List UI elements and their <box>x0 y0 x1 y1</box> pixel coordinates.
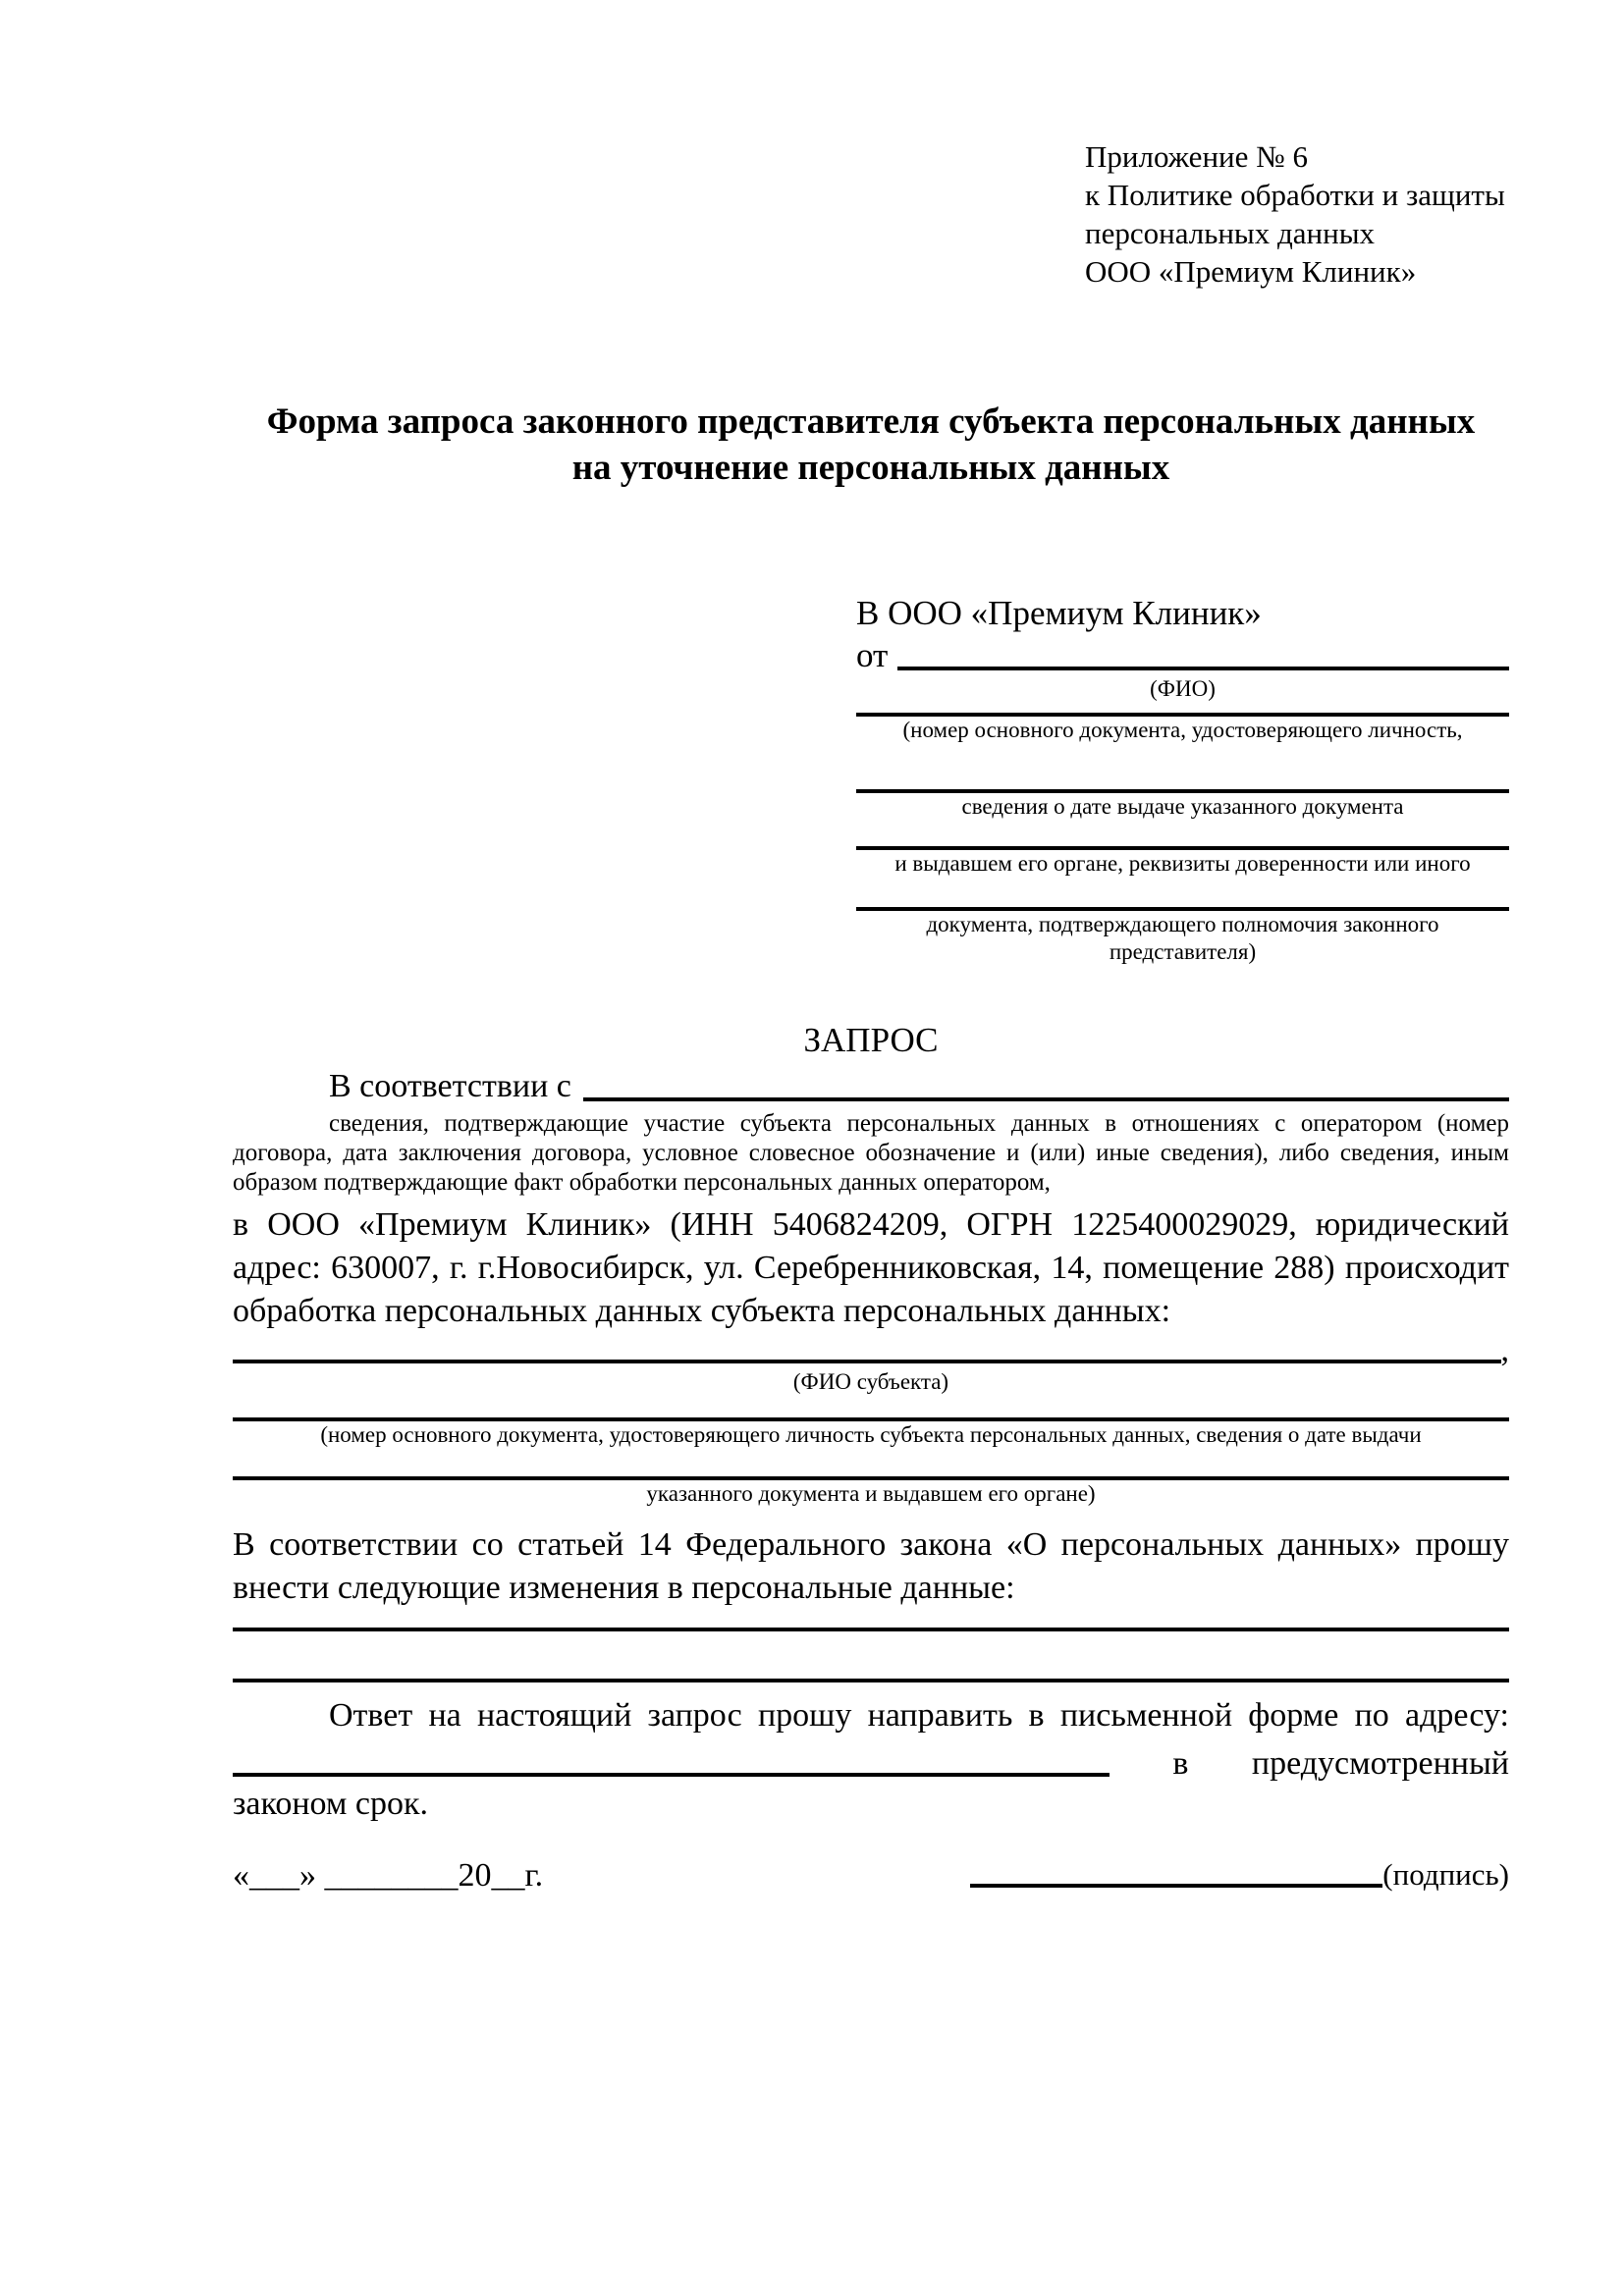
subject-doc-caption-1: (номер основного документа, удостоверяющего личность субъекта персональных данных, сведения о дате выдачи <box>320 1422 1422 1447</box>
form-title-line-1: Форма запроса законного представителя субъекта персональных данных <box>266 401 1476 442</box>
form-title <box>233 399 1509 491</box>
accordance-input-line[interactable] <box>583 1097 1509 1101</box>
doc-input-line-4[interactable] <box>856 878 1509 911</box>
doc-caption-3: и выдавшем его органе, реквизиты доверенности или иного <box>894 851 1471 876</box>
subject-fio-input-line[interactable] <box>233 1358 1501 1363</box>
recipient-to: В ООО «Премиум Клиник» <box>856 594 1262 632</box>
accordance-note: сведения, подтверждающие участие субъекта персональных данных в отношениях с оператором (номер договора, дата заключения договора, условное словесное обозначение и (или) иные сведения), либо сведения, иным образом подтверждающие факт обработки персональных данных оператором, <box>233 1110 1509 1196</box>
address-input-line[interactable] <box>233 1773 1110 1777</box>
doc-caption-4: документа, подтверждающего полномочия законного представителя) <box>926 912 1439 964</box>
operator-paragraph: в ООО «Премиум Клиник» (ИНН 5406824209, ОГРН 1225400029029, юридический адрес: 630007, г. г.Новосибирск, ул. Серебренниковская, 14, помещение 288) происходит обработка персональных данных субъекта персональных данных: <box>233 1206 1509 1329</box>
signature-group <box>970 1855 1509 1895</box>
doc-caption-2: сведения о дате выдаче указанного документа <box>961 794 1404 819</box>
doc-input-line-1[interactable] <box>856 703 1509 717</box>
changes-input-line-2[interactable] <box>233 1631 1509 1682</box>
law-paragraph: В соответствии со статьей 14 Федерального закона «О персональных данных» прошу внести следующие изменения в персональные данные: <box>233 1526 1509 1606</box>
doc-input-line-3[interactable] <box>856 821 1509 850</box>
subject-fio-caption: (ФИО субъекта) <box>792 1369 949 1394</box>
appendix-line-3: персональных данных <box>1085 216 1376 250</box>
subject-doc-input-line-1[interactable] <box>233 1396 1509 1421</box>
accordance-label: В соответствии с <box>329 1068 571 1104</box>
appendix-line-4: ООО «Премиум Клиник» <box>1085 254 1417 289</box>
answer-tail: законом срок. <box>233 1786 428 1822</box>
fio-caption: (ФИО) <box>1150 676 1216 701</box>
request-heading: ЗАПРОС <box>803 1021 939 1059</box>
date-line[interactable]: «___» ________20__г. <box>233 1857 544 1894</box>
subject-fio-comma: , <box>1500 1332 1509 1368</box>
subject-fio-row <box>233 1333 1509 1368</box>
appendix-line-2: к Политике обработки и защиты <box>1085 178 1505 212</box>
appendix-line-1: Приложение № 6 <box>1085 139 1308 174</box>
address-row <box>233 1737 1509 1783</box>
answer-paragraph: Ответ на настоящий запрос прошу направить в письменной форме по адресу: <box>329 1697 1509 1734</box>
from-label: от <box>856 636 889 674</box>
fio-input-line[interactable] <box>897 667 1509 670</box>
answer-word-prescribed: предусмотренный <box>1251 1745 1509 1782</box>
from-row <box>856 634 1509 675</box>
doc-input-line-2[interactable] <box>856 744 1509 793</box>
changes-input-line-1[interactable] <box>233 1610 1509 1631</box>
appendix-block <box>1085 137 1509 291</box>
signature-input-line[interactable] <box>970 1884 1382 1888</box>
form-title-line-2: на уточнение персональных данных <box>571 448 1170 488</box>
subject-doc-caption-2: указанного документа и выдавшем его органе) <box>646 1481 1096 1506</box>
subject-doc-input-line-2[interactable] <box>233 1449 1509 1480</box>
accordance-row <box>233 1064 1509 1107</box>
doc-caption-1: (номер основного документа, удостоверяющего личность, <box>902 718 1463 742</box>
recipient-block <box>856 593 1509 966</box>
signature-caption: (подпись) <box>1382 1857 1509 1892</box>
answer-word-in: в <box>1172 1745 1189 1782</box>
date-signature-row <box>233 1855 1509 1895</box>
